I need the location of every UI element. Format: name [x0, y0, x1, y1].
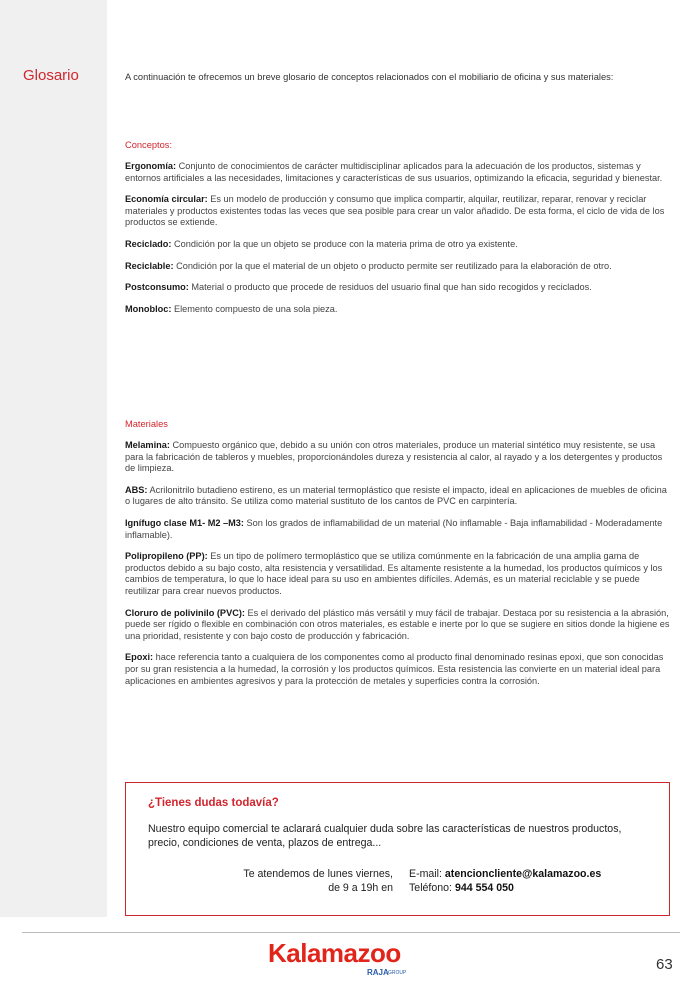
entry-definition: Son los grados de inflamabilidad de un material (No inflamable - Baja inflamabilidad - Moderadamente inflamable).: [125, 517, 663, 540]
conceptos-heading: Conceptos:: [125, 140, 173, 150]
entry-definition: Condición por la que un objeto se produce con la materia prima de otro ya existente.: [171, 238, 518, 249]
entry-term: Melamina:: [125, 440, 170, 450]
entry-term: Epoxi:: [125, 652, 154, 663]
entry-definition: hace referencia tanto a cualquiera de los componentes como al producto final denominado resinas epoxi, que son conocidas por su gran resistencia a la humedad, la corrosión y los productos químicos. Esta resistencia las convierte en un material ideal para aplicaciones en ambientes agresivos y para la protección de metales y superficies contra la corrosión.: [125, 652, 664, 686]
entry-definition: Es un modelo de producción y consumo que implica compartir, alquilar, reutilizar, reparar, renovar y reciclar materiales y productos existentes todas las veces que sea posible para crear un valor añadido. De esta forma, el ciclo de vida de los productos se extiende.: [125, 194, 665, 228]
entry-definition: Compuesto orgánico que, debido a su unión con otros materiales, produce un material sintético muy resistente, se usa para la fabricación de tableros y muebles, proporcionándoles dureza y resistencia al calor, al rayado y a los detergentes y productos de limpieza.: [125, 440, 663, 474]
logo-group: GROUP: [388, 970, 407, 976]
entry-term: Economía circular:: [125, 194, 208, 205]
entry-definition: Material o producto que procede de residuos del usuario final que han sido recogidos y reciclados.: [188, 282, 592, 293]
intro-text: A continuación te ofrecemos un breve glosario de conceptos relacionados con el mobiliario de oficina y sus materiales:: [125, 72, 614, 82]
entry-term: Ergonomía:: [125, 161, 177, 171]
glossary-entry: [125, 161, 673, 184]
glossary-entry: [125, 652, 673, 687]
entry-definition: Conjunto de conocimientos de carácter multidisciplinar aplicados para la adecuación de los productos, sistemas y entornos artificiales a las necesidades, limitaciones y características de sus usuarios, optimizando la eficacia, seguridad y bienestar.: [125, 161, 663, 183]
entry-definition: Acrilonitrilo butadieno estireno, es un material termoplástico que resiste el impacto, ideal en aplicaciones de muebles de oficina o lugares de alto tránsito. Se utiliza como material sustituto de los cantos de PVC en carpintería.: [125, 484, 667, 507]
conceptos-list: [125, 161, 673, 325]
kalamazoo-logo: [268, 938, 433, 982]
entry-term: Postconsumo:: [125, 282, 189, 293]
footer-divider: [22, 932, 680, 933]
glossary-entry: [125, 485, 673, 508]
entry-definition: Es un tipo de polímero termoplástico que se utiliza comúnmente en la fabricación de una amplia gama de productos debido a su bajo costo, alta resistencia y versatilidad. Es altamente resistente a la humedad, los productos químicos y los cambios de temperatura, lo que lo hace ideal para su uso en ambientes difíciles. Además, es un material reciclable y se puede reutilizar para crear nuevos productos.: [125, 551, 663, 596]
glossary-entry: [125, 261, 673, 273]
email-label: E-mail:: [409, 868, 445, 880]
hours-line-1: Te atendemos de lunes viernes,: [243, 868, 393, 880]
page-title: Glosario: [23, 67, 79, 84]
sidebar: [0, 0, 107, 917]
phone-label: Teléfono:: [409, 881, 455, 894]
glossary-entry: [125, 194, 673, 229]
glossary-entry: [125, 551, 673, 597]
contact-details: [409, 868, 601, 895]
phone-line: [409, 882, 601, 896]
entry-term: Reciclado:: [125, 238, 172, 249]
glossary-entry: [125, 282, 673, 294]
opening-hours: [243, 868, 393, 895]
glossary-entry: [125, 239, 673, 251]
entry-term: Cloruro de polivinilo (PVC):: [125, 607, 245, 618]
entry-definition: Es el derivado del plástico más versátil y muy fácil de trabajar. Destaca por su resistencia a la abrasión, puede ser rígido o flexible en combinación con otros materiales, es estable e inerte por lo que se sugiere en sitios donde la higiene es una prioridad, resistente y con bajo costo de producción y fabricación.: [125, 607, 670, 641]
entry-definition: Elemento compuesto de una sola pieza.: [171, 303, 338, 314]
contact-box-text: Nuestro equipo comercial te aclarará cualquier duda sobre las características de nuestros productos, precio, condiciones de venta, plazos de entrega...: [148, 823, 622, 849]
hours-line-2: de 9 a 19h en: [328, 881, 393, 894]
email-link[interactable]: atencioncliente@kalamazoo.es: [444, 868, 602, 880]
entry-term: Polipropileno (PP):: [125, 551, 208, 562]
glossary-entry: [125, 608, 673, 643]
entry-term: Monobloc:: [125, 303, 172, 314]
entry-definition: Condición por la que el material de un objeto o producto permite ser reutilizado para la elaboración de otro.: [173, 260, 612, 271]
entry-term: Reciclable:: [125, 260, 174, 271]
materiales-list: [125, 440, 673, 697]
materiales-heading: Materiales: [125, 419, 168, 429]
contact-box: [125, 782, 670, 916]
glossary-entry: [125, 440, 673, 475]
entry-term: ABS:: [125, 484, 148, 495]
glossary-entry: [125, 518, 673, 541]
contact-box-title: ¿Tienes dudas todavía?: [148, 797, 279, 809]
logo-wordmark: Kalamazoo: [268, 938, 401, 968]
logo-raja: RAJA: [367, 968, 389, 977]
entry-term: Ignífugo clase M1- M2 –M3:: [125, 517, 244, 528]
glossary-entry: [125, 304, 673, 316]
page-number: 63: [656, 956, 673, 973]
email-line: [409, 868, 601, 882]
phone-number[interactable]: 944 554 050: [454, 881, 514, 894]
